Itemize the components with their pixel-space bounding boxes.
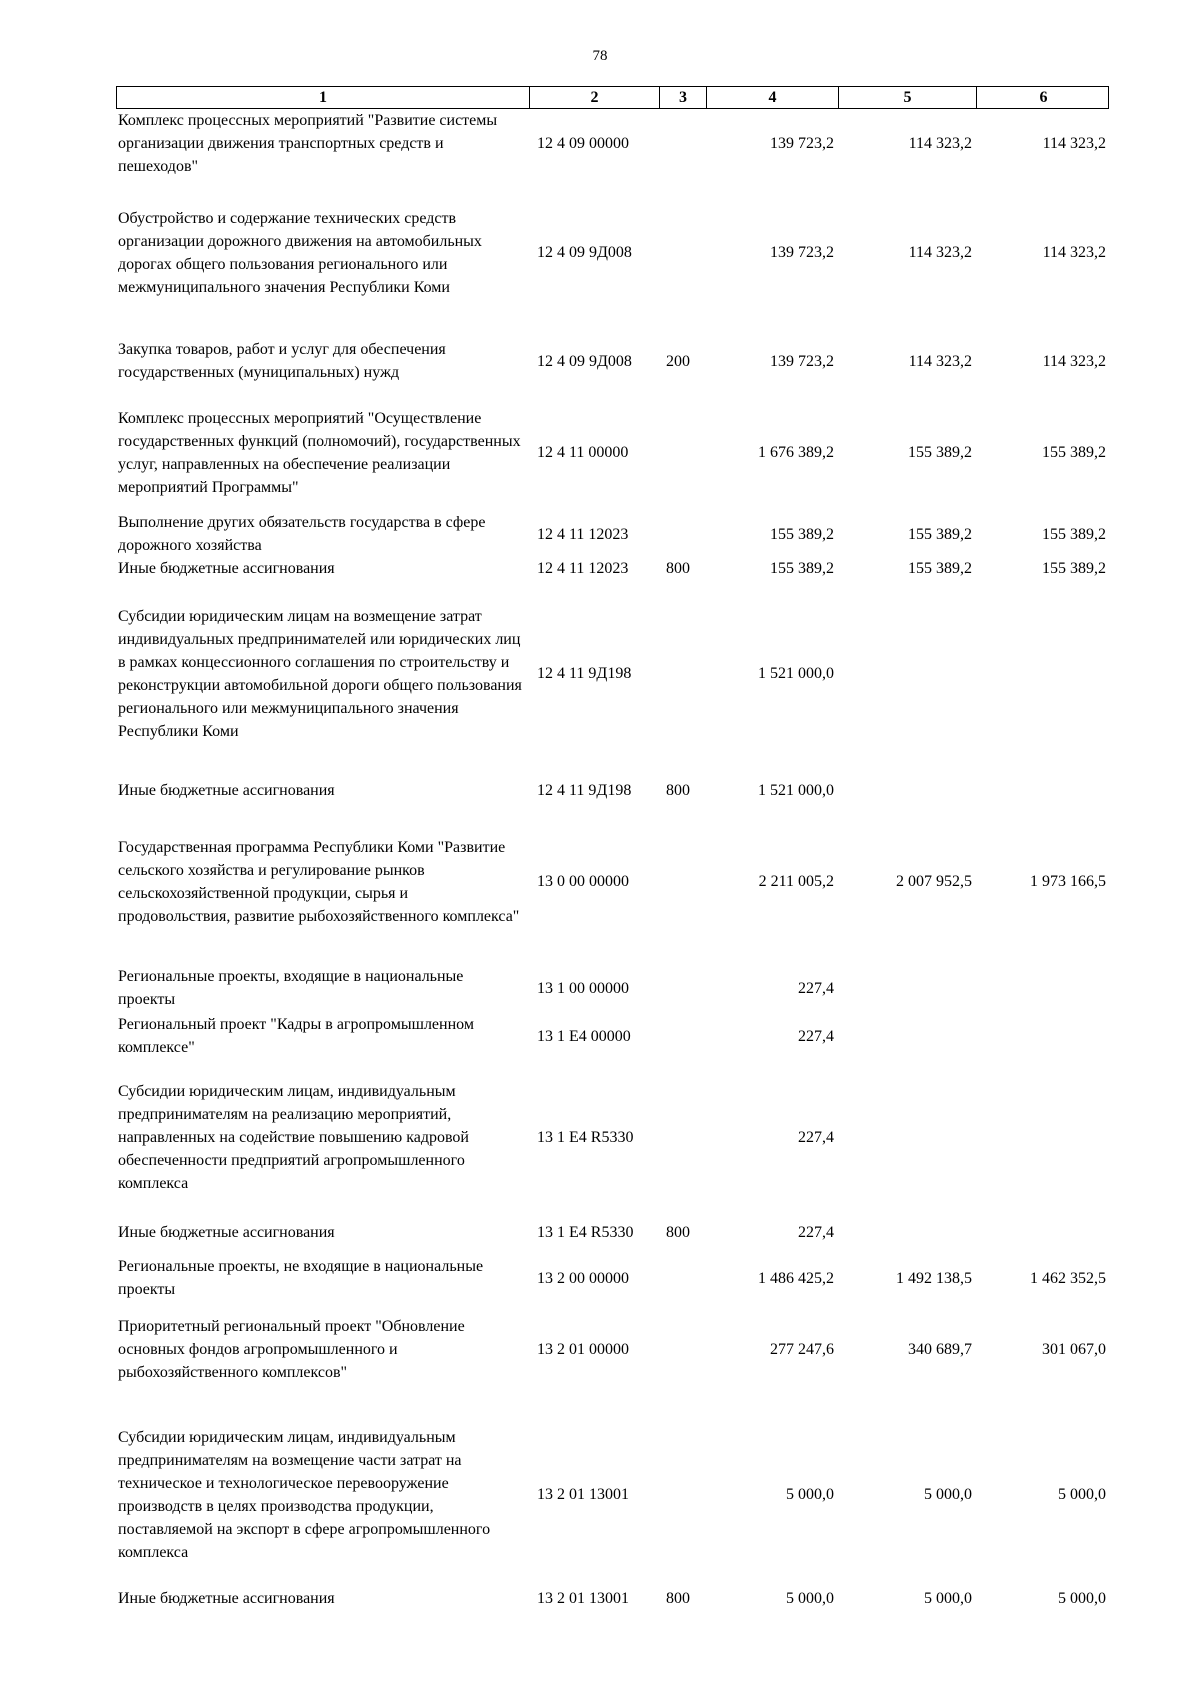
row-name: Комплекс процессных мероприятий "Осуществление государственных функций (полномочий), государственных услуг, направленных на обеспечение реализации мероприятий Программы" [118, 409, 521, 496]
row-value-5: 114 323,2 [908, 352, 972, 370]
table-row [116, 1587, 1109, 1610]
row-name: Субсидии юридическим лицам на возмещение затрат индивидуальных предпринимателей или юридических лиц в рамках концессионного соглашения по строительству и реконструкции автомобильной дороги общего пользования регионального или межмуниципального значения Республики Коми [118, 607, 522, 740]
row-value-6: 114 323,2 [1042, 352, 1106, 370]
table-row [116, 1414, 1109, 1575]
header-col-2: 2 [529, 87, 659, 108]
row-name: Субсидии юридическим лицам, индивидуальным предпринимателям на реализацию мероприятий, направленных на содействие повышению кадровой обеспеченности предприятий агропромышленного комплекса [118, 1083, 469, 1192]
row-value-6: 155 389,2 [1042, 444, 1106, 461]
budget-table [116, 86, 1109, 1607]
table-row [116, 1221, 1109, 1244]
table-row [116, 593, 1109, 754]
row-name: Выполнение других обязательств государства в сфере дорожного хозяйства [118, 514, 486, 554]
row-value-6: 155 389,2 [1042, 560, 1106, 577]
row-name: Обустройство и содержание технических средств организации дорожного движения на автомобильных дорогах общего пользования регионального или межмуниципального значения Республики Коми [118, 209, 482, 296]
row-value-6: 5 000,0 [1058, 1590, 1106, 1607]
row-value-5: 114 323,2 [908, 244, 972, 261]
row-value-4: 1 676 389,2 [758, 444, 834, 461]
row-name: Региональный проект "Кадры в агропромышленном комплексе" [118, 1016, 474, 1056]
row-name: Субсидии юридическим лицам, индивидуальным предпринимателям на возмещение части затрат на техническое и технологическое перевооружение производств в целях производства продукции, поставляемой на экспорт в сфере агропромышленного комплекса [118, 1428, 491, 1561]
row-code: 12 4 09 9Д008 [537, 244, 632, 261]
row-value-5: 340 689,7 [908, 1341, 972, 1358]
row-name: Иные бюджетные ассигнования [118, 782, 335, 799]
row-value-5: 1 492 138,5 [896, 1269, 972, 1287]
row-type: 800 [666, 782, 690, 799]
row-value-4: 227,4 [798, 1129, 834, 1146]
row-value-6: 155 389,2 [1042, 525, 1106, 543]
header-col-4: 4 [706, 87, 838, 108]
row-value-4: 155 389,2 [770, 525, 834, 543]
table-row [116, 511, 1109, 557]
row-name: Региональные проекты, не входящие в национальные проекты [118, 1258, 484, 1298]
row-type: 800 [666, 1590, 690, 1607]
table-header [116, 86, 1109, 109]
row-value-4: 277 247,6 [770, 1341, 834, 1358]
row-code: 12 4 11 9Д198 [537, 665, 632, 682]
row-code: 13 1 E4 R5330 [537, 1224, 634, 1241]
row-value-6: 301 067,0 [1042, 1341, 1106, 1358]
row-value-4: 5 000,0 [786, 1590, 834, 1607]
table-row [116, 1255, 1109, 1301]
row-name: Иные бюджетные ассигнования [118, 1590, 335, 1607]
page-number: 78 [592, 48, 608, 64]
row-value-6: 5 000,0 [1058, 1486, 1106, 1503]
row-code: 12 4 09 9Д008 [537, 352, 632, 370]
row-name: Государственная программа Республики Коми "Развитие сельского хозяйства и регулирование рынков сельскохозяйственной продукции, сырья и продовольствия, развитие рыбохозяйственного комплекса" [118, 838, 520, 925]
row-type: 800 [666, 560, 690, 577]
row-code: 13 2 01 13001 [537, 1486, 629, 1503]
row-value-5: 5 000,0 [924, 1590, 972, 1607]
table-row [116, 824, 1109, 939]
header-col-1: 1 [319, 88, 327, 106]
row-value-4: 155 389,2 [770, 560, 834, 577]
row-name: Приоритетный региональный проект "Обновление основных фондов агропромышленного и рыбохозяйственного комплексов" [118, 1318, 465, 1381]
row-value-6: 1 462 352,5 [1030, 1269, 1106, 1287]
row-code: 12 4 11 12023 [537, 560, 629, 577]
table-row [116, 1315, 1109, 1384]
row-code: 13 0 00 00000 [537, 873, 629, 890]
row-value-4: 227,4 [798, 979, 834, 997]
row-code: 13 1 E4 R5330 [537, 1129, 634, 1146]
row-value-5: 5 000,0 [924, 1486, 972, 1503]
table-row [116, 557, 1109, 580]
row-code: 12 4 11 9Д198 [537, 782, 632, 799]
row-code: 12 4 09 00000 [537, 135, 629, 152]
row-type: 200 [666, 352, 690, 370]
row-code: 13 1 E4 00000 [537, 1027, 631, 1045]
row-value-4: 1 486 425,2 [758, 1269, 834, 1287]
table-row [116, 965, 1109, 1011]
table-row [116, 1080, 1109, 1195]
header-col-3: 3 [659, 87, 706, 108]
row-value-5: 114 323,2 [908, 135, 972, 152]
row-value-4: 5 000,0 [786, 1486, 834, 1503]
table-row [116, 779, 1109, 802]
row-code: 13 2 01 13001 [537, 1590, 629, 1607]
table-row [116, 1013, 1109, 1059]
row-code: 13 1 00 00000 [537, 979, 629, 997]
table-row [116, 338, 1109, 384]
row-value-5: 155 389,2 [908, 560, 972, 577]
row-name: Иные бюджетные ассигнования [118, 560, 335, 577]
row-value-6: 114 323,2 [1042, 135, 1106, 152]
row-value-4: 1 521 000,0 [758, 782, 834, 799]
row-value-4: 1 521 000,0 [758, 665, 834, 682]
row-name: Комплекс процессных мероприятий "Развитие системы организации движения транспортных средств и пешеходов" [118, 112, 498, 175]
table-row [116, 195, 1109, 310]
row-value-5: 2 007 952,5 [896, 873, 972, 890]
row-value-4: 139 723,2 [770, 135, 834, 152]
row-value-5: 155 389,2 [908, 444, 972, 461]
row-code: 12 4 11 00000 [537, 444, 629, 461]
row-value-5: 155 389,2 [908, 525, 972, 543]
row-code: 12 4 11 12023 [537, 525, 629, 543]
row-name: Иные бюджетные ассигнования [118, 1224, 335, 1241]
row-value-6: 1 973 166,5 [1030, 873, 1106, 890]
row-name: Региональные проекты, входящие в национальные проекты [118, 968, 464, 1008]
row-value-4: 139 723,2 [770, 244, 834, 261]
row-value-4: 227,4 [798, 1027, 834, 1045]
row-value-4: 227,4 [798, 1224, 834, 1241]
row-value-4: 2 211 005,2 [758, 873, 834, 890]
table-row [116, 109, 1109, 178]
row-value-6: 114 323,2 [1042, 244, 1106, 261]
row-code: 13 2 01 00000 [537, 1341, 629, 1358]
row-type: 800 [666, 1224, 690, 1241]
header-col-6: 6 [976, 87, 1110, 108]
row-name: Закупка товаров, работ и услуг для обеспечения государственных (муниципальных) нужд [118, 341, 446, 381]
row-value-4: 139 723,2 [770, 352, 834, 370]
row-code: 13 2 00 00000 [537, 1269, 629, 1287]
header-col-5: 5 [838, 87, 976, 108]
table-row [116, 395, 1109, 510]
